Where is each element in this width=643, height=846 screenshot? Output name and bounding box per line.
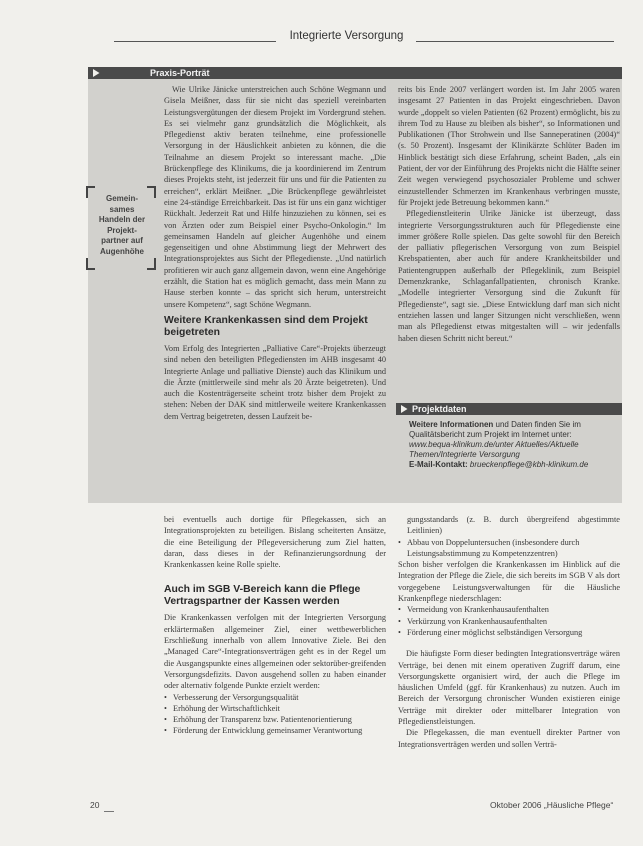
projektdaten-email[interactable]: brueckenpflege@kbh-klinikum.de (467, 460, 589, 469)
list-item: • Erhöhung der Wirtschaftlichkeit (173, 703, 386, 714)
lower-left-paragraph: Die Krankenkassen verfolgen mit der Integrierten Versorgung erklärtermaßen allgemeiner Ziel, einer wettbewerblichen Erschließung innerhalb von allem Innovative Ziele. Bei den „Managed Care“-Integrationsverträgen geht es in der Regel um die Ausgangspunkte eines allgemeinen oder sektorüber-greifenden Versorgungsdefizits. Davon ausgehend sollen zu haben einander oder alternativ folgende Punkte erzielt werden: (164, 613, 386, 691)
issue-label: Oktober 2006 „Häusliche Pflege“ (490, 800, 614, 810)
header-rule-right (416, 41, 614, 42)
lower-left-intro: bei eventuells auch dortige für Pflegekassen, sich an Integrationsprojekten zu beteiligen. Bislang scheiterten Ansätze, die eine Beteiligung der Pflegeversicherung zum Ziel hatten, daran, dass dieses in der Refinanzierungsordnung der Krankenkassen keine Rolle spielte. (164, 515, 386, 570)
praxis-right-paragraph-2: Pflegedienstleiterin Ulrike Jänicke ist überzeugt, dass integrierte Versorgungsstrukturen auch für Pflegedienste eine immer größere Rolle spielen. Das gelte sowohl für den Bereich der palliativ pflegerischen Versorgung von zum Beispiel Krebspatienten, aber auch für andere Krankheitsbilder und Patientengruppen außerhalb der Pflegeklinik, zum Beispiel Demenzkranke, Schlaganfallpatienten, chronisch Kranke. „Modelle integrierter Versorgung sind die Zukunft für Pflegedienste“, sagt sie. „Diese Entwicklung darf man sich nicht entziehen lassen und langer Sitzungen nicht verschließen, wenn man als Pflegedienst etwas mitgestalten will – wir jedenfalls haben diesen Schritt nicht bereut.“ (398, 209, 620, 343)
lower-right-paragraph-1: Schon bisher verfolgen die Krankenkassen im Hinblick auf die Integration der Pflege die Ziele, die sich bereits im SGB V als dort vorgegebene Leistungsverwaltungen für die Häusliche Krankenpflege niederschlagen: (398, 560, 620, 604)
projektdaten-text (409, 420, 619, 470)
footer-rule-left (104, 811, 114, 812)
arrow-right-icon (91, 68, 101, 78)
projektdaten-label: Projektdaten (412, 404, 467, 414)
list-item: • Abbau von Doppeluntersuchen (insbesondere durch Leistungsabstimmung zu Kompetenzzentren) (407, 537, 620, 560)
lower-right-bullets-a (398, 537, 620, 560)
list-item: • Förderung der Entwicklung gemeinsamer Verantwortung (173, 725, 386, 736)
projektdaten-bar (396, 403, 622, 415)
lower-right-column (398, 514, 620, 750)
praxis-portrait-label: Praxis-Porträt (150, 68, 210, 78)
pull-quote-text: Gemein- sames Handeln der Projekt- partner auf Augenhöhe (98, 194, 146, 256)
projektdaten-url[interactable]: www.bequa-klinikum.de/unter Aktuelles/Aktuelle Themen/Integrierte Versorgung (409, 440, 579, 459)
list-item: • Verkürzung von Krankenhausaufenthalten (407, 616, 620, 627)
praxis-left-column (164, 84, 386, 422)
lower-right-bullets-b (398, 604, 620, 638)
lower-left-bullets (164, 692, 386, 737)
praxis-portrait-bar (88, 67, 622, 79)
list-item: • Erhöhung der Transparenz bzw. Patientenorientierung (173, 714, 386, 725)
praxis-left-paragraph: Wie Ulrike Jänicke unterstreichen auch Schöne Wegmann und Gisela Meißner, dass für sie nicht das speziell vereinbarten Leistungsvergütungen der diesem Projekt im Vordergrund stehen. Es sei vielmehr ganz grundsätzlich die Möglichkeit, als Pflegedienst aktiv beraten teilnehme, eine professionelle Versorgung in der Häuslichkeit anbieten zu können, die die Teilnahme an diesem Projekt so interessant mache. „Die Brückenpflege des Klinikums, die ja koordinierend im Zentrum dieses Projekts steht, ist jederzeit für uns und für die Patienten zu erreichen“, erklärt Meißner. „Die Brückenpflege gewährleistet eine 24-ständige Erreichbarkeit. Das ist für uns ein ganz wichtiger Rückhalt. Jederzeit Rat und Hilfe hinzuziehen zu können, sei es von Ärzten oder zum Beispiel einer Psycho-Onkologin.“ Im gemeinsamen Handeln auf gleicher Augenhöhe und einem gegenseitigen und ohne Abstimmung liegt der Mehrwert des Integrationsprojektes aus Sicht der Pflegedienste. „Und natürlich profitieren wir auch ganz allgemein davon, wenn eine Angehörige erzählt, die Station hat es möglich gemacht, dass mein Mann zu Hause sterben konnte – das spricht sich herum, unterstreicht unsere Kompetenz“, sagt Schöne Wegmann. (164, 85, 386, 309)
projektdaten-email-label: E-Mail-Kontakt: (409, 460, 468, 469)
list-item: • Vermeidung von Krankenhausaufenthalten (407, 604, 620, 615)
praxis-right-column (398, 84, 620, 344)
lower-right-paragraph-2: Die häufigste Form dieser bedingten Integrationsverträge wären Verträge, bei denen mit einem operativen Zugriff darum, eine Versorgungskette organisiert wird, der auch die Pflege im häuslichen Umfeld (ggf. für Krankenhaus) zu nutzen. Auch im Bereich der Versorgung chronischer Wunden existieren einige Verträge mit direkter oder mittelbarer Integration von Pflegedienstleistungen. (398, 649, 620, 727)
subheading-weitere-krankenkassen: Weitere Krankenkassen sind dem Projekt beigetreten (164, 314, 368, 338)
page-number: 20 (90, 800, 100, 810)
pull-quote (86, 186, 156, 270)
lower-left-column (164, 514, 386, 737)
praxis-right-paragraph: reits bis Ende 2007 verlängert worden ist. Im Jahr 2005 waren insgesamt 27 Patienten in das Projekt eingeschrieben. Davon wurde „doppelt so vielen Patienten (62 Prozent) ermöglicht, bis zu ihrem Tod zu Hause zu bleiben als bisher“, so Informationen und Publikationen (Thor Strohwein und Ilse Sanneperatinen (2004)“ (s. 50 Prozent). Insgesamt der Klinikärzte Schlüter Baden im Hinblick bestätigt sich diese Erfahrung, scheint Baden, „als ein Patient, der vor der Einführung des Projekts nicht die Hälfte seiner Zeit wegen verwiegend psychosozialer Probleme und schwer einzustellender Schmerzen im Krankenhaus verbringen musste, für Projekt jede Betreuung bekommen kann.“ (398, 85, 620, 207)
praxis-left-paragraph-2: Vom Erfolg des Integrierten „Palliative Care“-Projekts überzeugt sind neben den beteiligten Pflegediensten im AHB insgesamt 40 Integrierte Anlage und palliative Dienste) auch das Klinikum und die Ärzte (mittlerweile sind mehr als 20 Ärzte beigetreten). Und auch die Kostenträgerseite scheint trotz bisher dem Projekt zu stehen: Neben der DAK sind mittlerweile weitere Krankenkassen dem Vertrag beigetreten, dessen Laufzeit be- (164, 343, 386, 421)
list-item: • Förderung einer möglichst selbständigen Versorgung (407, 627, 620, 638)
projektdaten-info-bold: Weitere Informationen (409, 420, 494, 429)
subheading-sgb-v: Auch im SGB V-Bereich kann die Pflege Vertragspartner der Kassen werden (164, 584, 361, 608)
header-rule-left (114, 41, 276, 42)
section-title: Integrierte Versorgung (289, 30, 404, 42)
lower-right-continuation: gungsstandards (z. B. durch übergreifend abgestimmte Leitlinien) (407, 515, 620, 536)
list-item: • Verbesserung der Versorgungsqualität (173, 692, 386, 703)
projektdaten-info: und Daten finden Sie im Qualitätsbericht zum Projekt im Internet unter: (409, 420, 581, 439)
lower-right-paragraph-3: Die Pflegekassen, die man eventuell direkter Partner von Integrationsverträgen werden und sollen Verträ- (398, 728, 620, 749)
arrow-right-icon (399, 404, 409, 414)
